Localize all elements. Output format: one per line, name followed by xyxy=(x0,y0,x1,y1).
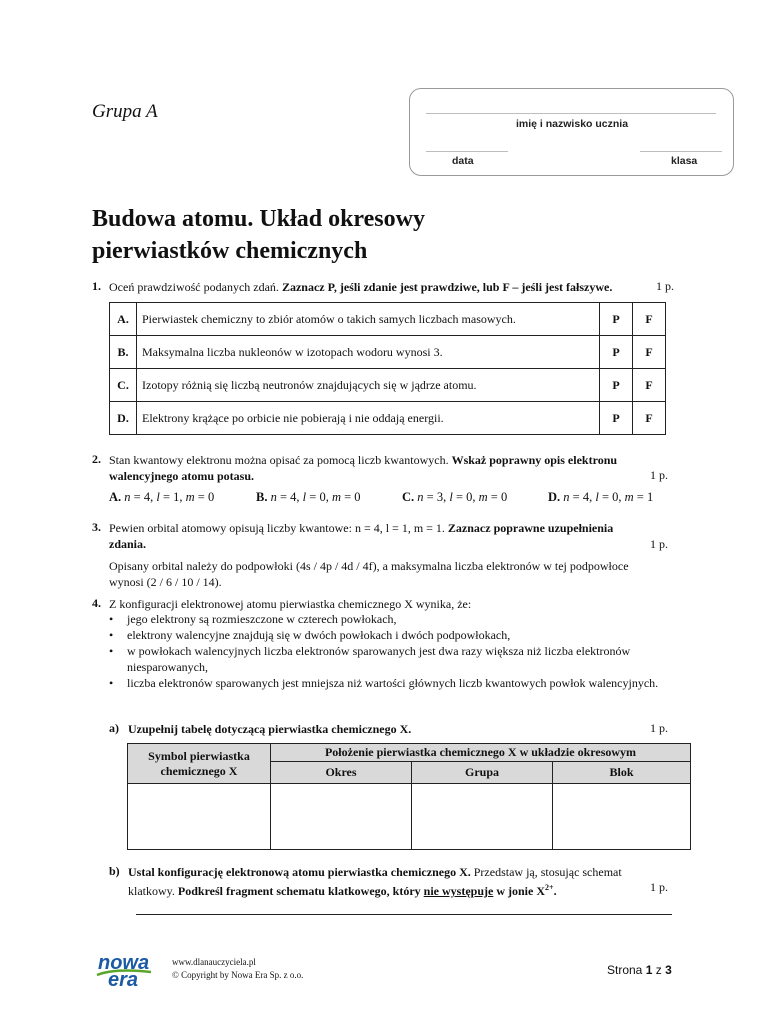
row-letter: B. xyxy=(110,336,137,369)
q2-text xyxy=(109,452,669,484)
group-answer-cell[interactable] xyxy=(412,784,553,850)
q4a-label: a) xyxy=(109,721,119,735)
svg-text:nowa: nowa xyxy=(98,952,150,974)
table-row xyxy=(110,303,666,336)
answer-a[interactable]: A. n = 4, l = 1, m = 0 xyxy=(109,490,215,504)
q4-intro: Z konfiguracji elektronowej atomu pierwiastka chemicznego X wynika, że: xyxy=(109,597,472,611)
page-title xyxy=(92,203,552,267)
name-line xyxy=(426,113,716,114)
row-statement: Elektrony krążące po orbicie nie pobierają i nie oddają energii. xyxy=(137,402,600,435)
q4-number: 4. xyxy=(92,596,101,610)
group-header: Grupa xyxy=(412,762,553,784)
name-label: imię i nazwisko ucznia xyxy=(516,118,629,130)
table-header-row xyxy=(128,744,691,762)
answer-c[interactable]: C. n = 3, l = 0, m = 0 xyxy=(402,490,508,504)
period-header: Okres xyxy=(271,762,412,784)
option-p[interactable]: P xyxy=(600,303,633,336)
table-row xyxy=(128,784,691,850)
q3-sentence-line-2[interactable]: wynosi (2 / 6 / 10 / 14). xyxy=(109,575,222,589)
q2-text-plain: Stan kwantowy elektronu można opisać za pomocą liczb kwantowych. xyxy=(109,453,452,467)
q2-number: 2. xyxy=(92,452,101,466)
emphasis-underlined: nie występuje xyxy=(423,884,494,898)
option-f[interactable]: F xyxy=(633,402,666,435)
page-number: Strona 1 z 3 xyxy=(607,963,672,977)
title-line-2: pierwiastków chemicznych xyxy=(92,238,368,264)
position-header: Położenie pierwiastka chemicznego X w układzie okresowym xyxy=(271,744,691,762)
q3-text-plain: Pewien orbital atomowy opisują liczby kwantowe: n = 4, l = 1, m = 1. xyxy=(109,521,448,535)
svg-text:era: era xyxy=(108,969,139,991)
q1-text-plain: Oceń prawdziwość podanych zdań. xyxy=(109,280,282,294)
block-header: Blok xyxy=(553,762,691,784)
q1-text-bold: Zaznacz P, jeśli zdanie jest prawdziwe, lub F – jeśli jest fałszywe. xyxy=(281,280,613,294)
q4-conditions-list xyxy=(109,611,674,691)
student-info-box xyxy=(409,88,734,176)
nowa-era-logo xyxy=(95,950,159,997)
block-answer-cell[interactable] xyxy=(553,784,691,850)
footer-info xyxy=(172,956,303,982)
option-f[interactable]: F xyxy=(633,369,666,402)
option-f[interactable]: F xyxy=(633,336,666,369)
option-p[interactable]: P xyxy=(600,369,633,402)
q4b-points: 1 p. xyxy=(650,880,668,894)
date-label: data xyxy=(452,155,474,167)
q2-text-bold-2: walencyjnego atomu potasu. xyxy=(109,469,255,483)
option-p[interactable]: P xyxy=(600,336,633,369)
row-statement: Izotopy różnią się liczbą neutronów znajdujących się w jądrze atomu. xyxy=(137,369,600,402)
q4b-label: b) xyxy=(109,864,120,878)
q3-sentence[interactable] xyxy=(109,558,674,590)
group-label: Grupa A xyxy=(92,101,158,122)
true-false-table xyxy=(109,302,666,435)
q4b-text: Ustal konfigurację elektronową atomu pierwiastka chemicznego X. Przedstaw ją, stosując schemat klatkowy. Podkreśl fragment schematu klatkowego, który nie występuje w jonie $X^{2+}$. xyxy=(128,865,622,898)
list-item: • jego elektrony są rozmieszczone w czterech powłokach, xyxy=(109,611,674,627)
answer-line[interactable] xyxy=(136,914,672,915)
row-letter: C. xyxy=(110,369,137,402)
element-position-table xyxy=(127,743,691,850)
symbol-header: Symbol pierwiastka chemicznego X xyxy=(128,744,271,784)
list-item: • w powłokach walencyjnych liczba elektronów sparowanych jest dwa razy większa niż liczba elektronów niesparowanych, xyxy=(109,643,674,675)
q3-text xyxy=(109,520,669,552)
q1-number: 1. xyxy=(92,279,101,293)
option-f[interactable]: F xyxy=(633,303,666,336)
row-statement: Pierwiastek chemiczny to zbiór atomów o takich samych liczbach masowych. xyxy=(137,303,600,336)
list-item: • liczba elektronów sparowanych jest mniejsza niż wartości głównych liczb kwantowych powłok walencyjnych. xyxy=(109,675,674,691)
q3-text-bold-1: Zaznacz poprawne uzupełnienia xyxy=(447,521,614,535)
row-statement: Maksymalna liczba nukleonów w izotopach wodoru wynosi 3. xyxy=(137,336,600,369)
website-link[interactable]: www.dlanauczyciela.pl xyxy=(172,957,256,967)
title-line-1: Budowa atomu. Układ okresowy xyxy=(92,206,425,232)
q4a-points: 1 p. xyxy=(650,721,668,735)
q2-points: 1 p. xyxy=(650,468,668,482)
row-letter: D. xyxy=(110,402,137,435)
q3-sentence-line-1[interactable]: Opisany orbital należy do podpowłoki (4s / 4p / 4d / 4f), a maksymalna liczba elektronów w tej podpowłoce xyxy=(109,559,629,573)
list-item: • elektrony walencyjne znajdują się w dwóch powłokach i dwóch podpowłokach, xyxy=(109,627,674,643)
q2-text-bold-1: Wskaż poprawny opis elektronu xyxy=(451,453,618,467)
date-line xyxy=(426,151,508,152)
q4a-text: Uzupełnij tabelę dotyczącą pierwiastka chemicznego X. xyxy=(128,722,412,736)
option-p[interactable]: P xyxy=(600,402,633,435)
answer-b[interactable]: B. n = 4, l = 0, m = 0 xyxy=(256,490,361,504)
q3-text-bold-2: zdania. xyxy=(109,537,147,551)
symbol-answer-cell[interactable] xyxy=(128,784,271,850)
table-row xyxy=(110,336,666,369)
class-label: klasa xyxy=(671,155,698,167)
q1-points: 1 p. xyxy=(656,279,674,293)
table-row xyxy=(110,369,666,402)
q1-text xyxy=(109,279,612,295)
q3-number: 3. xyxy=(92,520,101,534)
row-letter: A. xyxy=(110,303,137,336)
q3-points: 1 p. xyxy=(650,537,668,551)
class-line xyxy=(640,151,722,152)
copyright-text: © Copyright by Nowa Era Sp. z o.o. xyxy=(172,970,304,980)
period-answer-cell[interactable] xyxy=(271,784,412,850)
answer-d[interactable]: D. n = 4, l = 0, m = 1 xyxy=(548,490,654,504)
table-row xyxy=(110,402,666,435)
